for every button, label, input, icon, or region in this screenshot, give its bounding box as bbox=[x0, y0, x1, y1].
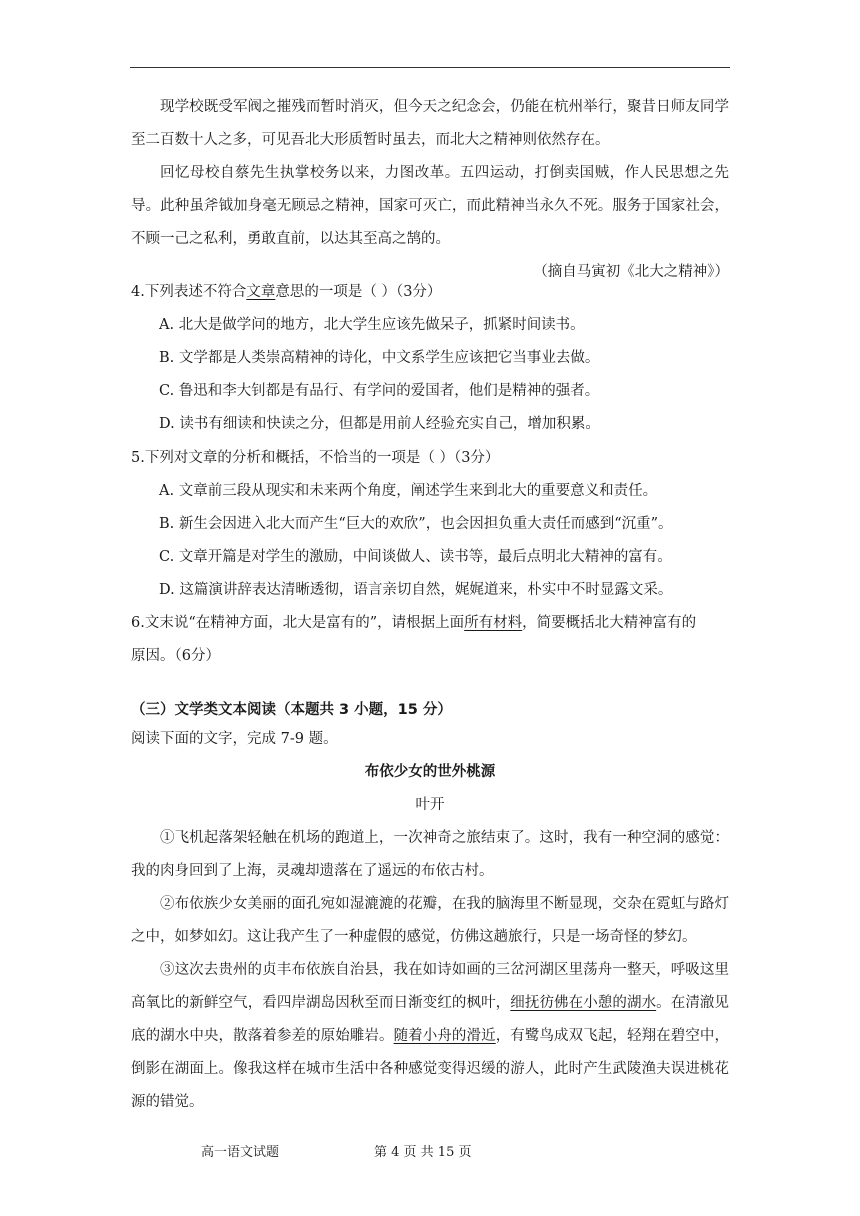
question-stem: 6.文末说“在精神方面，北大是富有的”，请根据上面所有材料，简要概括北大精神富有的 bbox=[131, 615, 697, 631]
option-a: A. 文章前三段从现实和未来两个角度，阐述学生来到北大的重要意义和责任。 bbox=[159, 483, 658, 499]
article-paragraph: ②布依族少女美丽的面孔宛如湿漉漉的花瓣，在我的脑海里不断显现，交杂在霓虹与路灯之中，如梦如幻。这让我产生了一种虚假的感觉，仿佛这趟旅行，只是一场奇怪的梦幻。 bbox=[131, 896, 729, 945]
article-paragraph: ①飞机起落架轻触在机场的跑道上，一次神奇之旅结束了。这时，我有一种空洞的感觉：我的肉身回到了上海，灵魂却遗落在了遥远的布依古村。 bbox=[131, 830, 729, 879]
question-5 bbox=[131, 442, 729, 607]
option-d: D. 读书有细读和快读之分，但都是用前人经验充实自己，增加积累。 bbox=[159, 416, 600, 432]
section-heading: （三）文学类文本阅读（本题共 3 小题，15 分） bbox=[131, 702, 452, 718]
question-stem-cont: 原因。（6分） bbox=[131, 648, 220, 664]
article-author: 叶开 bbox=[415, 797, 445, 813]
footer-subject: 高一语文试题 bbox=[201, 1145, 280, 1160]
option-c: C. 鲁迅和李大钊都是有品行、有学问的爱国者，他们是精神的强者。 bbox=[159, 383, 600, 399]
section-instruction: 阅读下面的文字，完成 7-9 题。 bbox=[131, 731, 338, 747]
underlined-term: 所有材料 bbox=[464, 615, 523, 631]
passage-paragraph: 现学校既受军阀之摧残而暂时消灭，但今天之纪念会，仍能在杭州举行，聚昔日师友同学至二百数十人之多，可见吾北大形质暂时虽去，而北大之精神则依然存在。 bbox=[131, 99, 729, 148]
article-paragraph: ③这次去贵州的贞丰布依族自治县，我在如诗如画的三岔河湖区里荡舟一整天，呼吸这里高氧比的新鲜空气，看四岸湖岛因秋至而日渐变红的枫叶，细抚彷佛在小憩的湖水。在清澈见底的湖水中央，散落着参差的原始雕岩。随着小舟的滑近，有鹭鸟成双飞起，轻翔在碧空中，倒影在湖面上。像我这样在城市生活中各种感觉变得迟缓的游人，此时产生武陵渔夫误进桃花源的错觉。 bbox=[131, 962, 730, 1110]
question-6 bbox=[131, 607, 729, 673]
article-title: 布依少女的世外桃源 bbox=[364, 764, 496, 780]
passage-top bbox=[131, 91, 729, 289]
underlined-phrase: 随着小舟的滑近 bbox=[393, 1028, 496, 1044]
section-3 bbox=[131, 694, 729, 1119]
passage-paragraph: 回忆母校自蔡先生执掌校务以来，力图改革。五四运动，打倒卖国贼，作人民思想之先导。此种虽斧钺加身毫无顾忌之精神，国家可灭亡，而此精神当永久不死。服务于国家社会，不顾一己之私利，勇敢直前，以达其至高之鹄的。 bbox=[131, 165, 729, 247]
question-stem: 4.下列表述不符合文章意思的一项是（ ）（3分） bbox=[131, 284, 442, 300]
underlined-phrase: 细抚彷佛在小憩的湖水 bbox=[510, 995, 657, 1011]
option-a: A. 北大是做学问的地方，北大学生应该先做呆子，抓紧时间读书。 bbox=[159, 317, 585, 333]
footer-page-number: 第 4 页 共 15 页 bbox=[374, 1145, 472, 1160]
question-4 bbox=[131, 276, 729, 441]
option-d: D. 这篇演讲辞表达清晰透彻，语言亲切自然，娓娓道来，朴实中不时显露文采。 bbox=[159, 582, 673, 598]
option-c: C. 文章开篇是对学生的激励，中间谈做人、读书等，最后点明北大精神的富有。 bbox=[159, 549, 672, 565]
underlined-term: 文章 bbox=[246, 284, 276, 300]
passage-source: （摘自马寅初《北大之精神》） bbox=[533, 264, 729, 280]
header-rule bbox=[130, 67, 730, 68]
option-b: B. 文学都是人类崇高精神的诗化，中文系学生应该把它当事业去做。 bbox=[159, 350, 600, 366]
option-b: B. 新生会因进入北大而产生“巨大的欢欣”，也会因担负重大责任而感到“沉重”。 bbox=[159, 516, 673, 532]
question-stem: 5.下列对文章的分析和概括，不恰当的一项是（ ）（3分） bbox=[131, 450, 500, 466]
